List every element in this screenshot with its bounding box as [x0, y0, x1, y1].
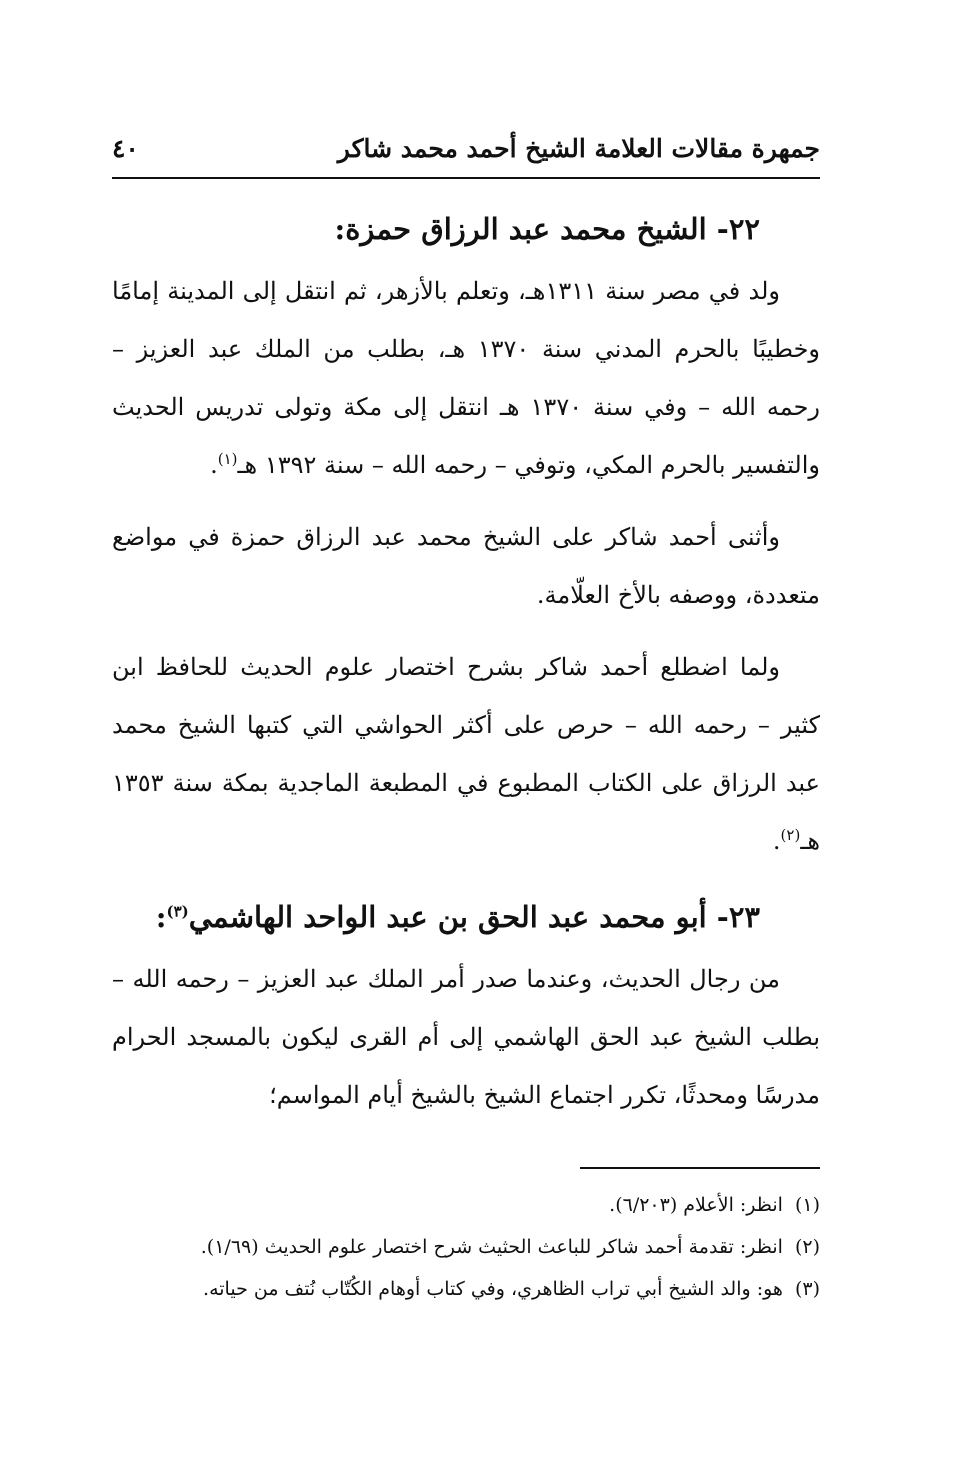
paragraph-praise — [112, 508, 820, 624]
section-heading-23-text: ٢٣- أبو محمد عبد الحق بن عبد الواحد الهاشمي — [188, 900, 760, 934]
paragraph-text: ولد في مصر سنة ١٣١١هـ، وتعلم بالأزهر، ثم انتقل إلى المدينة إمامًا وخطيبًا بالحرم المدني سنة ١٣٧٠ هـ، بطلب من الملك عبد العزيز – رحمه الله – وفي سنة ١٣٧٠ هـ انتقل إلى مكة وتولى تدريس الحديث والتفسير بالحرم المكي، وتوفي – رحمه الله – سنة ١٣٩٢ هـ — [112, 277, 821, 479]
header-rule — [112, 177, 820, 179]
paragraph-biography-23 — [112, 950, 820, 1124]
paragraph-end: . — [772, 827, 781, 855]
page-number: ٤٠ — [112, 134, 139, 163]
footnote-1 — [112, 1184, 820, 1226]
heading-colon: : — [155, 900, 167, 934]
footnote-3 — [112, 1268, 820, 1310]
section-heading-23 — [112, 884, 820, 950]
footnote-separator — [580, 1167, 820, 1169]
footnote-ref-1[interactable]: (١) — [217, 450, 238, 468]
footnote-number: (١) — [794, 1194, 820, 1216]
paragraph-annotations — [112, 638, 820, 870]
running-head-title: جمهرة مقالات العلامة الشيخ أحمد محمد شاكر — [337, 134, 820, 163]
footnote-text: انظر: الأعلام (٦/٢٠٣). — [609, 1194, 783, 1216]
paragraph-text: ولما اضطلع أحمد شاكر بشرح اختصار علوم الحديث للحافظ ابن كثير – رحمه الله – حرص على أكثر الحواشي التي كتبها الشيخ محمد عبد الرزاق على الكتاب المطبوع في المطبعة الماجدية بمكة سنة ١٣٥٣ هـ — [112, 653, 820, 855]
footnote-ref-3[interactable]: (٣) — [166, 902, 189, 921]
main-text — [112, 196, 820, 1138]
footnote-number: (٢) — [794, 1236, 820, 1258]
paragraph-biography-22 — [112, 262, 820, 494]
footnote-number: (٣) — [794, 1278, 820, 1300]
footnote-2 — [112, 1226, 820, 1268]
footnotes — [112, 1184, 820, 1310]
footnote-ref-2[interactable]: (٢) — [780, 826, 801, 844]
paragraph-text: وأثنى أحمد شاكر على الشيخ محمد عبد الرزاق حمزة في مواضع متعددة، ووصفه بالأخ العلّامة. — [112, 523, 820, 609]
paragraph-end: . — [210, 451, 218, 479]
running-head — [112, 128, 820, 174]
footnote-text: هو: والد الشيخ أبي تراب الظاهري، وفي كتاب أوهام الكُتّاب نُتف من حياته. — [203, 1278, 783, 1300]
section-heading-22 — [112, 196, 820, 262]
section-heading-22-text: ٢٢- الشيخ محمد عبد الرزاق حمزة: — [334, 212, 760, 246]
paragraph-text: من رجال الحديث، وعندما صدر أمر الملك عبد العزيز – رحمه الله – بطلب الشيخ عبد الحق الهاشمي إلى أم القرى ليكون بالمسجد الحرام مدرسًا ومحدثًا، تكرر اجتماع الشيخ بالشيخ أيام المواسم؛ — [112, 965, 820, 1109]
footnote-text: انظر: تقدمة أحمد شاكر للباعث الحثيث شرح اختصار علوم الحديث (١/٦٩). — [200, 1236, 783, 1258]
